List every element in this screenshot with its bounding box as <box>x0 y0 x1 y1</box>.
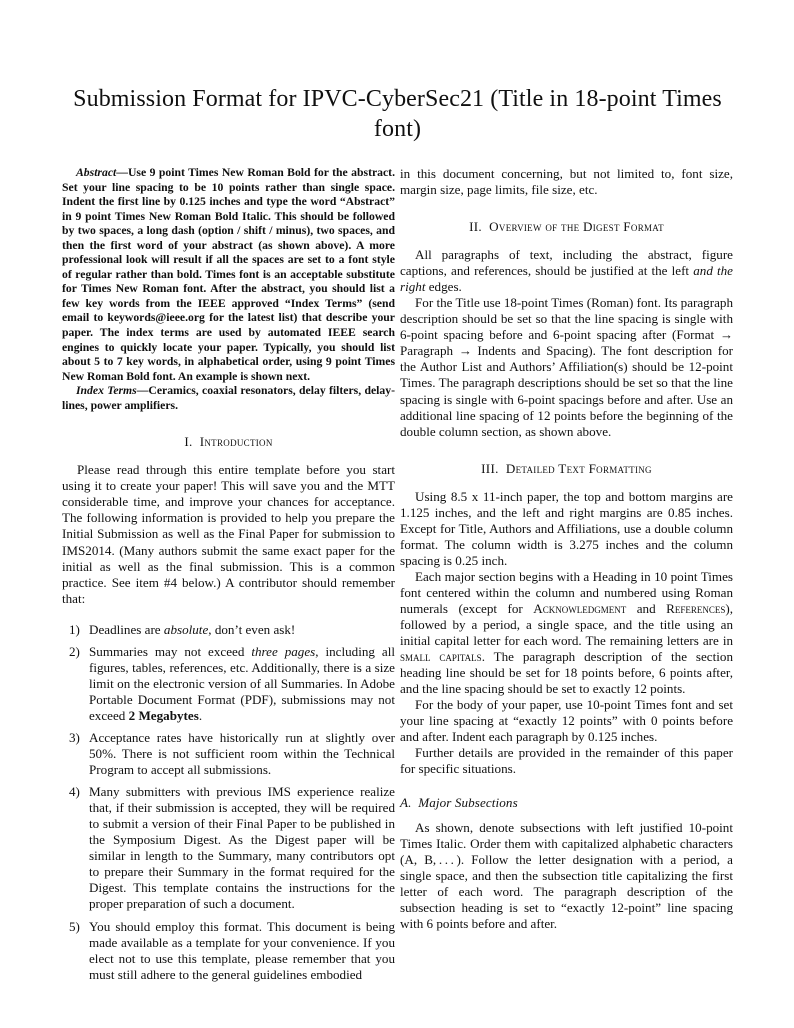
continued-paragraph: in this document concerning, but not limited to, font size, margin size, page limits, file size, etc. <box>400 166 733 198</box>
intro-paragraph-1: Please read through this entire template before you start using it to create your paper! This will save you and the MTT considerable time, and improve your chances for acceptance. The following information is provided to help you prepare the Initial Submission as well as the Final Paper for submission to IMS2014. (Many authors submit the same exact paper for the initial as well as the final submission. This is a common practice. See item #4 below.) A contributor should remember that: <box>62 462 395 606</box>
formatting-p2-part4: . The paragraph description of the section heading line should be set for 18 points before, 6 points after, and the line spacing should be set to exactly 12 points. <box>400 649 733 697</box>
formatting-p2-part2: and <box>626 600 667 616</box>
subsection-a-paragraph-1: As shown, denote subsections with left justified 10-point Times Italic. Order them with capitalized alphabetic characters (A, B, . . . ). Follow the letter designation with a period, a single space, and then the subsection title capitalizing the first letter of each word. The paragraph description of the subsection heading is set to “exactly 12-point” line spacing with 6 points before and after. <box>400 819 733 931</box>
list-item-text-before: You should employ this format. This document is being made available as a template for your convenience. If you elect not to use this template, please remember that you must still adhere to the general guidelines embodied <box>89 918 395 982</box>
formatting-paragraph-1: Using 8.5 x 11-inch paper, the top and bottom margins are 1.125 inches, and the left and right margins are 0.85 inches. Except for Title, Authors and Affiliations, use a double column format. The column width is 3.275 inches and the column spacing is 0.25 inch. <box>400 488 733 568</box>
list-item <box>62 622 395 638</box>
overview-p1-before: All paragraphs of text, including the abstract, figure captions, and references, should be justified at the left <box>400 247 733 279</box>
list-item-emphasis: absolute <box>163 621 209 637</box>
index-terms-body: Ceramics, coaxial resonators, delay filters, delay-lines, power amplifiers. <box>62 384 395 412</box>
section-title: Overview of the Digest Format <box>489 219 664 235</box>
right-column <box>400 166 733 966</box>
list-item <box>62 784 395 912</box>
section-number: II. <box>469 219 482 235</box>
list-item-marker: 5) <box>69 918 80 934</box>
abstract-dash: — <box>116 166 128 179</box>
overview-p1-after: edges. <box>425 279 462 295</box>
list-item-text-after2: . <box>198 707 203 723</box>
formatting-p2-part1: Each major section begins with a Heading in 10 point Times font centered within the column and numbered using Roman numerals (except for <box>400 568 733 616</box>
abstract-label: Abstract <box>76 166 117 179</box>
list-item-text-before: Acceptance rates have historically run at slightly over 50%. There is not sufficient room within the Technical Program to accept all submissions. <box>89 730 395 778</box>
page-title: Submission Format for IPVC-CyberSec21 (Title in 18-point Times font) <box>73 86 722 143</box>
subsection-title: Major Subsections <box>418 794 518 810</box>
list-item-emphasis: three pages <box>251 643 316 659</box>
section-number: III. <box>481 460 499 476</box>
abstract-paragraph <box>62 166 395 384</box>
list-item-text-after: , including all figures, tables, references, etc. Additionally, there is a size limit on the electronic version of all Summaries. In Adobe Portable Document Format (PDF), submissions may not exceed <box>89 643 395 723</box>
list-item <box>62 644 395 724</box>
left-column <box>62 166 395 982</box>
formatting-p2-part3: ), followed by a period, a single space, and the title using an initial capital letter for each word. The remaining letters are in <box>400 600 733 649</box>
overview-paragraph-1 <box>400 247 733 295</box>
section-heading-overview <box>400 219 733 235</box>
overview-p2-part2: Paragraph <box>400 343 459 359</box>
two-column-body <box>62 166 734 982</box>
smallcaps-small-capitals: small capitals <box>400 649 482 665</box>
overview-paragraph-2 <box>400 295 733 439</box>
list-item <box>62 730 395 778</box>
formatting-paragraph-3: For the body of your paper, use 10-point Times font and set your line spacing at “exactly 12 points” with 0 points before and after. Indent each paragraph by 0.125 inches. <box>400 697 733 745</box>
formatting-paragraph-4: Further details are provided in the remainder of this paper for specific situations. <box>400 745 733 777</box>
overview-p1-italic: and the right <box>400 263 733 295</box>
list-item-marker: 4) <box>69 784 80 800</box>
overview-p2-part1: For the Title use 18-point Times (Roman) font. Its paragraph description should be set so that the line spacing is single with 6-point spacing before and 6-point spacing after (Format <box>400 295 733 343</box>
list-item-text-before: Deadlines are <box>89 621 164 637</box>
list-item-text-before: Summaries may not exceed <box>89 643 252 659</box>
section-number: I. <box>184 434 193 450</box>
overview-p2-part3: Indents and Spacing). The font description for the Author List and Authors’ Affiliation(s) should be 12-point Times. The paragraph descriptions should be set so that the line spacing is single with 6-point spacings before and after. Use an additional line spacing of 12 points before the beginning of the double column section, as shown above. <box>400 343 734 439</box>
arrow-icon: → <box>458 343 472 359</box>
formatting-paragraph-2 <box>400 569 733 697</box>
smallcaps-acknowledgment: Acknowledgment <box>533 600 627 616</box>
section-heading-introduction <box>62 434 395 450</box>
list-item-marker: 1) <box>69 621 80 637</box>
smallcaps-references: References <box>666 600 726 616</box>
arrow-icon: → <box>719 327 733 343</box>
abstract-body: Use 9 point Times New Roman Bold for the abstract. Set your line spacing to be 10 points rather than single space. Indent the first line by 0.125 inches and type the word “Abstract” in 9 point Times New Roman Bold Italic. This should be followed by two spaces, a long dash (option / shift / minus), two spaces, and then the first word of your abstract (as shown above). A more professional look will result if all the spaces are set to a font style of regular rather than bold. Times font is an acceptable substitute for Times New Roman font. After the abstract, you should list a few key words from the IEEE approved “Index Terms” (send email to keywords@ieee.org for the latest list) that describe your paper. The index terms are used by automated IEEE search engines to quickly locate your paper. Typically, you should list about 5 to 7 key words, in alphabetical order, using 9 point Times New Roman Bold font. An example is shown next. <box>62 166 395 383</box>
subsection-heading-a <box>400 795 733 811</box>
index-terms-dash: — <box>136 384 149 398</box>
section-title: Detailed Text Formatting <box>505 460 652 476</box>
list-item <box>62 919 395 983</box>
list-item-marker: 2) <box>69 643 80 659</box>
subsection-letter: A. <box>400 794 412 810</box>
section-heading-formatting <box>400 461 733 477</box>
section-title: Introduction <box>199 434 273 450</box>
list-item-text-after: , don’t even ask! <box>208 621 296 637</box>
list-item-text-before: Many submitters with previous IMS experience realize that, if their submission is accepted, they will be required to submit a version of their Final Paper to be published in the Symposium Digest. As the Digest paper will be similar in length to the Summary, many contributors opt to prepare their Summary in the format required for the Digest. This template contains the instructions for the proper preparation of such a document. <box>89 784 395 912</box>
numbered-list <box>62 622 395 983</box>
index-terms-paragraph <box>62 384 395 413</box>
list-item-marker: 3) <box>69 730 80 745</box>
index-terms-label: Index Terms <box>76 384 137 398</box>
list-item-emphasis-bold: 2 Megabytes <box>128 707 199 723</box>
